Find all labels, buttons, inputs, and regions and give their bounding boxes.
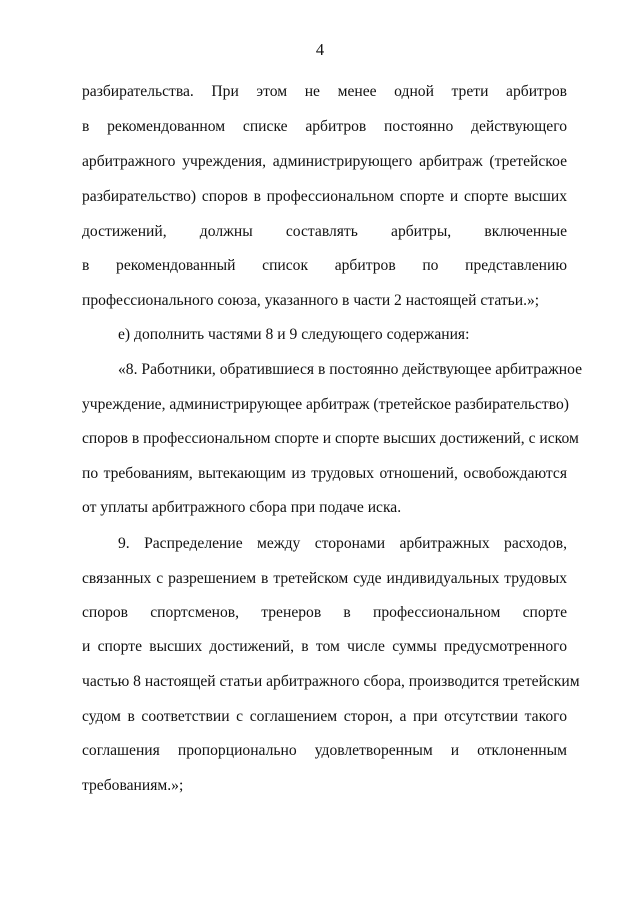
- text-line: споров спортсменов, тренеров в профессиональном спорте: [82, 604, 567, 621]
- text-line: соглашения пропорционально удовлетворенным и отклоненным: [82, 742, 567, 759]
- text-line: разбирательство) споров в профессиональном спорте и спорте высших: [82, 188, 567, 205]
- text-line: е) дополнить частями 8 и 9 следующего содержания:: [118, 326, 470, 343]
- text-line: в рекомендованном списке арбитров постоянно действующего: [82, 118, 567, 135]
- text-line: от уплаты арбитражного сбора при подаче иска.: [82, 499, 402, 516]
- text-line: разбирательства. При этом не менее одной трети арбитров: [82, 83, 567, 100]
- text-line: споров в профессиональном спорте и спорте высших достижений, с иском: [82, 430, 579, 447]
- text-line: судом в соответствии с соглашением сторон, а при отсутствии такого: [82, 708, 567, 725]
- text-line: по требованиям, вытекающим из трудовых отношений, освобождаются: [82, 465, 567, 482]
- text-line: 9. Распределение между сторонами арбитражных расходов,: [118, 535, 567, 552]
- text-line: требованиям.»;: [82, 777, 184, 794]
- text-line: достижений, должны составлять арбитры, включенные: [82, 223, 567, 240]
- text-line: связанных с разрешением в третейском суде индивидуальных трудовых: [82, 570, 567, 587]
- text-line: арбитражного учреждения, администрирующего арбитраж (третейское: [82, 153, 567, 170]
- text-line: профессионального союза, указанного в части 2 настоящей статьи.»;: [82, 292, 540, 309]
- page-number: 4: [315, 40, 325, 59]
- text-line: и спорте высших достижений, в том числе суммы предусмотренного: [82, 638, 567, 655]
- text-line: частью 8 настоящей статьи арбитражного сбора, производится третейским: [82, 673, 580, 690]
- text-line: учреждение, администрирующее арбитраж (третейское разбирательство): [82, 396, 569, 413]
- text-line: «8. Работники, обратившиеся в постоянно действующее арбитражное: [118, 361, 583, 378]
- text-line: в рекомендованный список арбитров по представлению: [82, 257, 567, 274]
